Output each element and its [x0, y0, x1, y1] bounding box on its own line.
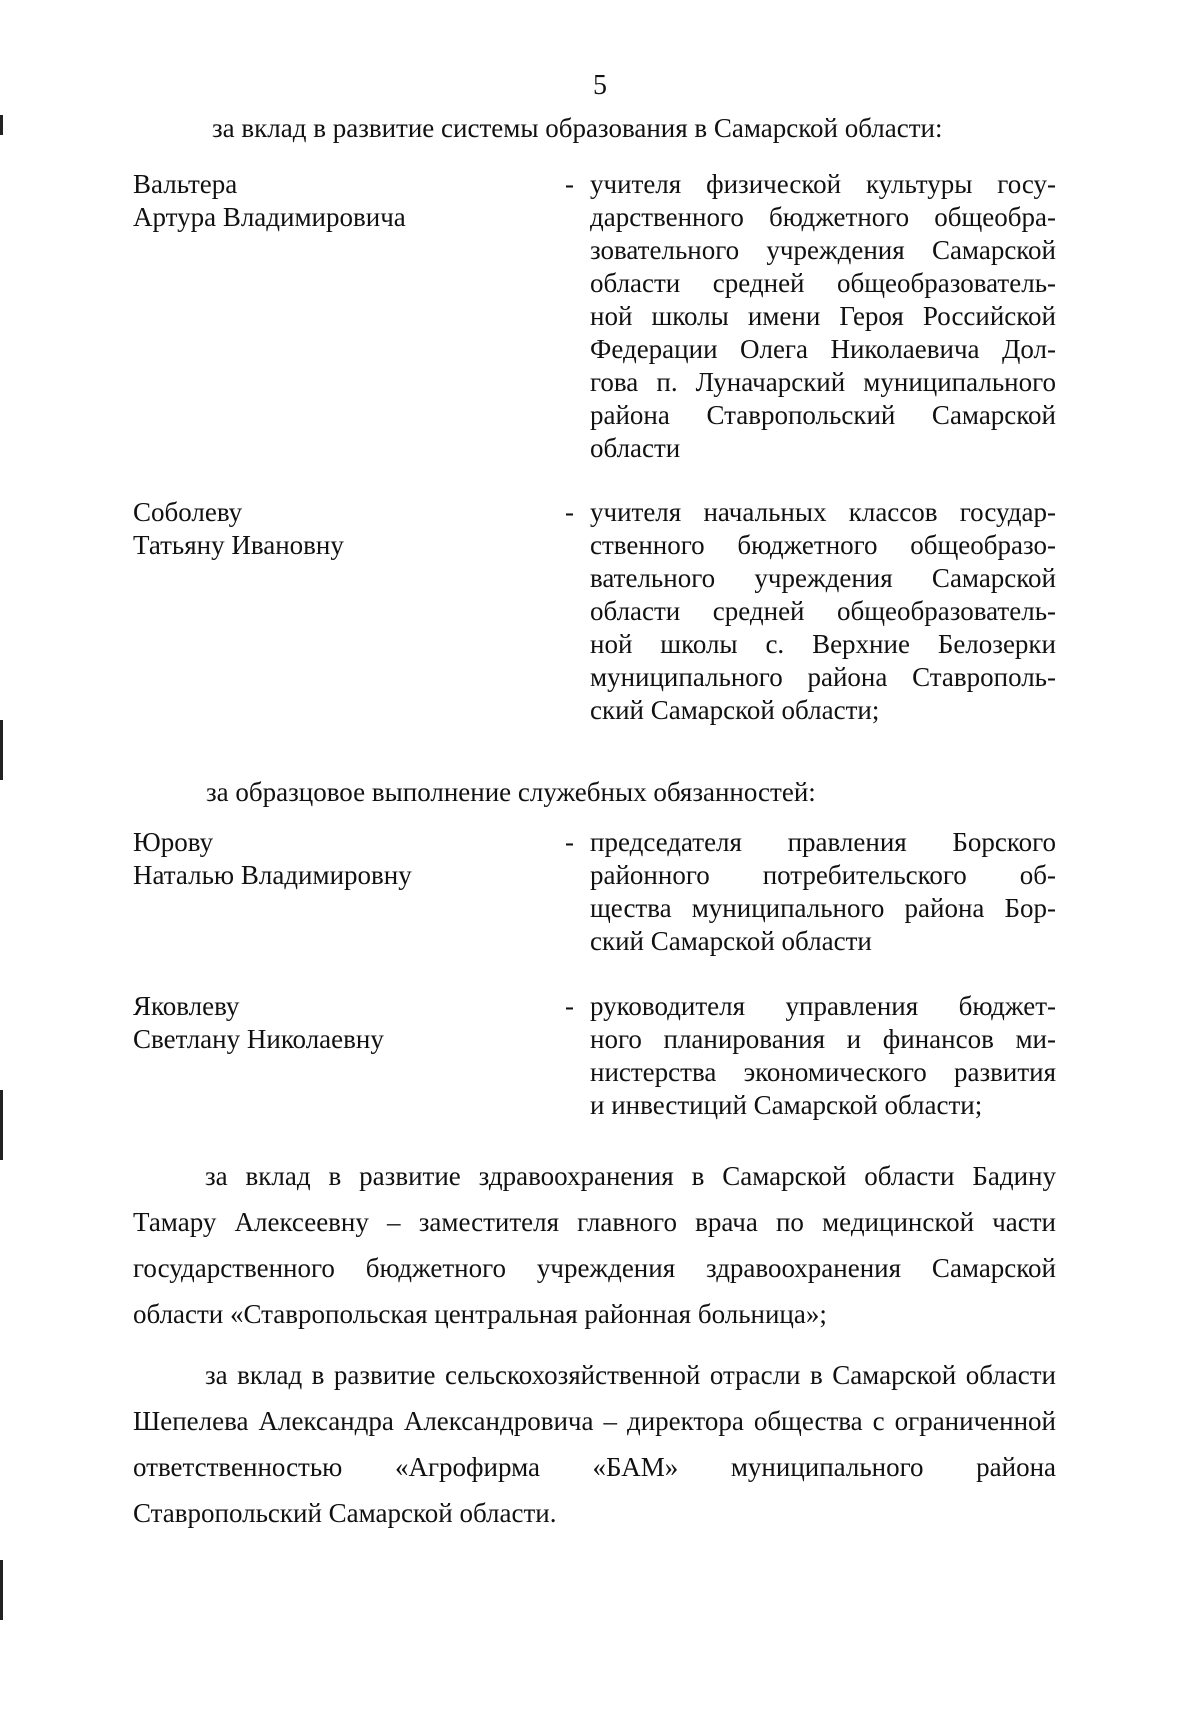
- recipient-name: Юрову Наталью Владимировну: [133, 827, 412, 890]
- recipient-name: Вальтера Артура Владимировича: [133, 169, 406, 232]
- scan-margin-mark: [0, 1090, 3, 1160]
- entry-dash: -: [565, 169, 574, 199]
- entry-dash: -: [565, 827, 574, 857]
- entry-dash: -: [565, 991, 574, 1021]
- award-paragraph-agriculture: за вклад в развитие сельскохозяйственной отрасли в Самарской области Шепелева Александра Александровича – директора общества с ограниченной ответственностью «Агрофирма «БАМ» муниципального района Ставропольский Самарской области.: [133, 1360, 1056, 1528]
- award-paragraph-healthcare: за вклад в развитие здравоохранения в Самарской области Бадину Тамару Алексеевну – заместителя главного врача по медицинской части государственного бюджетного учреждения здравоохранения Самарской области «Ставропольская центральная районная больница»;: [133, 1161, 1056, 1329]
- recipient-position: учителя начальных классов государ- ственного бюджетного общеобразо- вательного учреждения Самарской области средней общеобразователь- ной школы с. Верхние Белозерки муниципального района Ставрополь- ский Самарской области;: [590, 497, 1056, 725]
- page-number: 5: [593, 70, 607, 101]
- recipient-position: руководителя управления бюджет- ного планирования и финансов ми- нистерства экономического развития и инвестиций Самарской области;: [590, 991, 1056, 1120]
- section-heading: за вклад в развитие системы образования в Самарской области:: [212, 113, 943, 143]
- scan-margin-mark: [0, 720, 3, 780]
- scan-margin-mark: [0, 115, 3, 135]
- recipient-name: Соболеву Татьяну Ивановну: [133, 497, 344, 560]
- section-heading: за образцовое выполнение служебных обязанностей:: [206, 777, 816, 807]
- entry-dash: -: [565, 497, 574, 527]
- recipient-name: Яковлеву Светлану Николаевну: [133, 991, 384, 1054]
- recipient-position: председателя правления Борского районного потребительского об- щества муниципального района Бор- ский Самарской области: [590, 827, 1056, 956]
- scan-margin-mark: [0, 1560, 3, 1620]
- recipient-position: учителя физической культуры госу- дарственного бюджетного общеобра- зовательного учреждения Самарской области средней общеобразователь- ной школы имени Героя Российской Федерации Олега Николаевича Дол- гова п. Луначарский муниципального района Ставропольский Самарской области: [590, 169, 1056, 463]
